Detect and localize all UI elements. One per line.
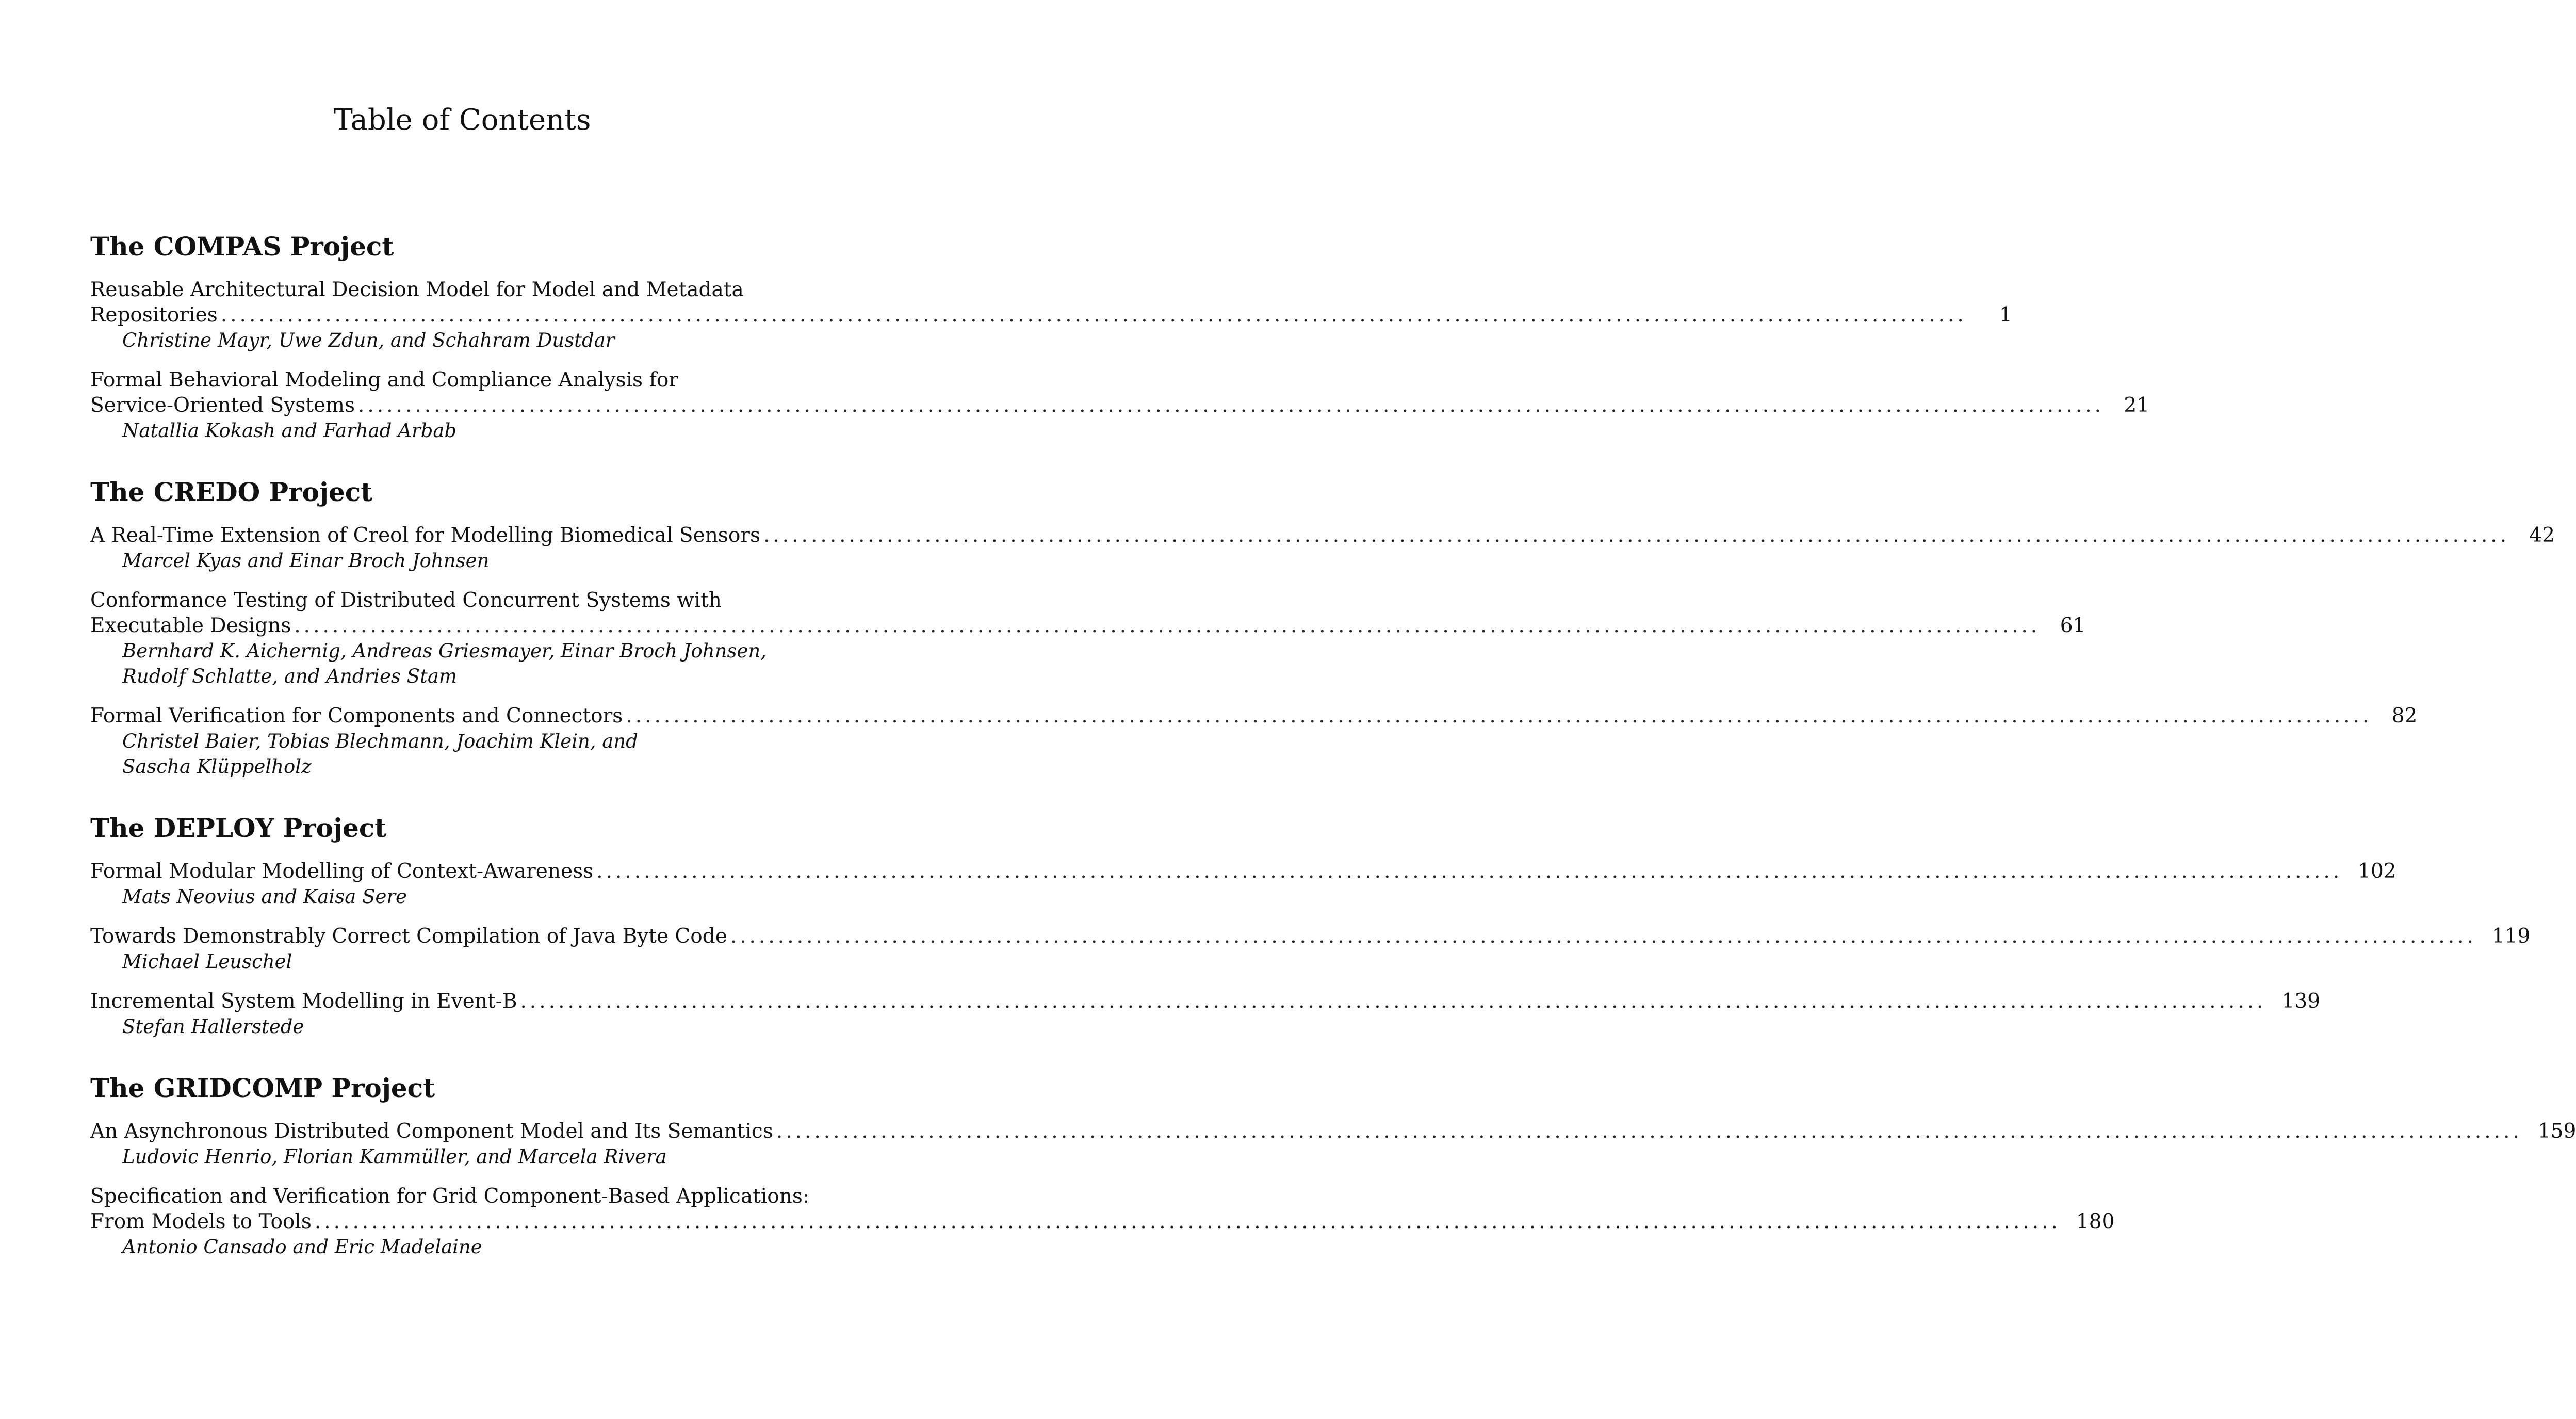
entry-title-text: Service-Oriented Systems: [90, 394, 355, 417]
entry-title-last-line: [90, 1209, 2115, 1234]
entry-title-text: Formal Modular Modelling of Context-Awareness: [90, 860, 594, 883]
entry-title-last-line: [90, 302, 2012, 328]
entry-authors: [90, 1014, 833, 1039]
page-number[interactable]: 119: [2491, 925, 2531, 948]
entry-authors: [90, 548, 833, 573]
section-heading: The CREDO Project: [90, 477, 373, 507]
entry-title-text: Executable Designs: [90, 614, 291, 637]
section-entries: [90, 523, 2555, 779]
page-number[interactable]: 61: [2060, 614, 2086, 637]
toc-section: [90, 1071, 2576, 1260]
entry-title-text: From Models to Tools: [90, 1210, 312, 1233]
page-number[interactable]: 102: [2358, 860, 2396, 883]
entry-title-last-line: [90, 989, 2321, 1014]
page-number[interactable]: 159: [2537, 1120, 2576, 1143]
entry-title-last-line: [90, 859, 2396, 884]
section-entries: [90, 1119, 2576, 1260]
entry-title-line: Specification and Verification for Grid Component-Based Applications:: [90, 1185, 809, 1208]
entry-authors: [90, 949, 833, 974]
dot-leader: [763, 523, 2509, 548]
page-number[interactable]: 21: [2124, 394, 2150, 417]
section-heading: The COMPAS Project: [90, 231, 394, 262]
entry-title: [90, 277, 833, 302]
entry-title-line: Conformance Testing of Distributed Concurrent Systems with: [90, 589, 722, 612]
author-line: Rudolf Schlatte, and Andries Stam: [122, 665, 457, 687]
entry-title-last-line: [90, 703, 2418, 729]
author-line: Christel Baier, Tobias Blechmann, Joachim Klein, and: [122, 730, 638, 752]
entry-title-text: Repositories: [90, 303, 218, 327]
toc-entry[interactable]: [90, 989, 2321, 1039]
author-line: Mats Neovius and Kaisa Sere: [122, 885, 407, 908]
page-number[interactable]: 1: [1999, 303, 2012, 327]
toc-entry[interactable]: [90, 277, 2012, 353]
entry-authors: [90, 1144, 833, 1169]
entry-authors: [90, 1234, 833, 1260]
author-line: Michael Leuschel: [122, 950, 292, 973]
entry-title: [90, 588, 833, 613]
dot-leader: [776, 1119, 2522, 1144]
entry-title-last-line: [90, 1119, 2576, 1144]
toc-entry[interactable]: [90, 859, 2396, 909]
section-heading: The DEPLOY Project: [90, 813, 387, 843]
entry-title-line: Reusable Architectural Decision Model for Model and Metadata: [90, 278, 744, 301]
entry-title: [90, 1184, 833, 1209]
toc-entry[interactable]: [90, 1184, 2115, 1260]
dot-leader: [294, 613, 2040, 638]
entry-authors: [90, 418, 833, 443]
toc-section: [90, 230, 2150, 443]
toc-entry[interactable]: [90, 523, 2555, 573]
page-number[interactable]: 180: [2076, 1210, 2115, 1233]
entry-authors: [90, 884, 833, 909]
page-number[interactable]: 139: [2281, 990, 2321, 1013]
entry-authors: [90, 729, 833, 779]
dot-leader: [626, 703, 2372, 729]
author-line: Antonio Cansado and Eric Madelaine: [122, 1236, 482, 1258]
entry-title-text: Incremental System Modelling in Event-B: [90, 990, 517, 1013]
dot-leader: [596, 859, 2342, 884]
entry-title: [90, 367, 833, 393]
dot-leader: [315, 1209, 2061, 1234]
dot-leader: [520, 989, 2267, 1014]
section-heading: The GRIDCOMP Project: [90, 1073, 435, 1103]
dot-leader: [221, 302, 1967, 328]
entry-title-text: Towards Demonstrably Correct Compilation of Java Byte Code: [90, 925, 727, 948]
entry-title-last-line: [90, 924, 2531, 949]
entry-title-text: Formal Verification for Components and Connectors: [90, 704, 623, 728]
entry-authors: [90, 638, 833, 689]
page-number[interactable]: 82: [2391, 704, 2418, 728]
dot-leader: [358, 393, 2104, 418]
toc-entry[interactable]: [90, 703, 2418, 779]
entry-title-text: An Asynchronous Distributed Component Model and Its Semantics: [90, 1120, 773, 1143]
author-line: Christine Mayr, Uwe Zdun, and Schahram Dustdar: [122, 329, 615, 351]
author-line: Natallia Kokash and Farhad Arbab: [122, 420, 457, 442]
author-line: Sascha Klüppelholz: [122, 755, 312, 778]
toc-entry[interactable]: [90, 367, 2150, 443]
section-entries: [90, 277, 2150, 443]
dot-leader: [730, 924, 2476, 949]
page-title: Table of Contents: [333, 103, 591, 137]
entry-title-line: Formal Behavioral Modeling and Compliance Analysis for: [90, 368, 679, 392]
table-of-contents: [90, 230, 2576, 1292]
entry-authors: [90, 328, 833, 353]
author-line: Marcel Kyas and Einar Broch Johnsen: [122, 550, 490, 572]
toc-entry[interactable]: [90, 588, 2086, 689]
entry-title-last-line: [90, 523, 2555, 548]
toc-entry[interactable]: [90, 924, 2531, 974]
toc-section: [90, 811, 2531, 1039]
entry-title-last-line: [90, 393, 2150, 418]
author-line: Ludovic Henrio, Florian Kammüller, and Marcela Rivera: [122, 1146, 667, 1168]
toc-section: [90, 475, 2555, 779]
entry-title-text: A Real-Time Extension of Creol for Modelling Biomedical Sensors: [90, 524, 760, 547]
toc-entry[interactable]: [90, 1119, 2576, 1169]
author-line: Stefan Hallerstede: [122, 1015, 304, 1038]
author-line: Bernhard K. Aichernig, Andreas Griesmayer, Einar Broch Johnsen,: [122, 640, 767, 662]
entry-title-last-line: [90, 613, 2086, 638]
page-number[interactable]: 42: [2529, 524, 2555, 547]
section-entries: [90, 859, 2531, 1039]
